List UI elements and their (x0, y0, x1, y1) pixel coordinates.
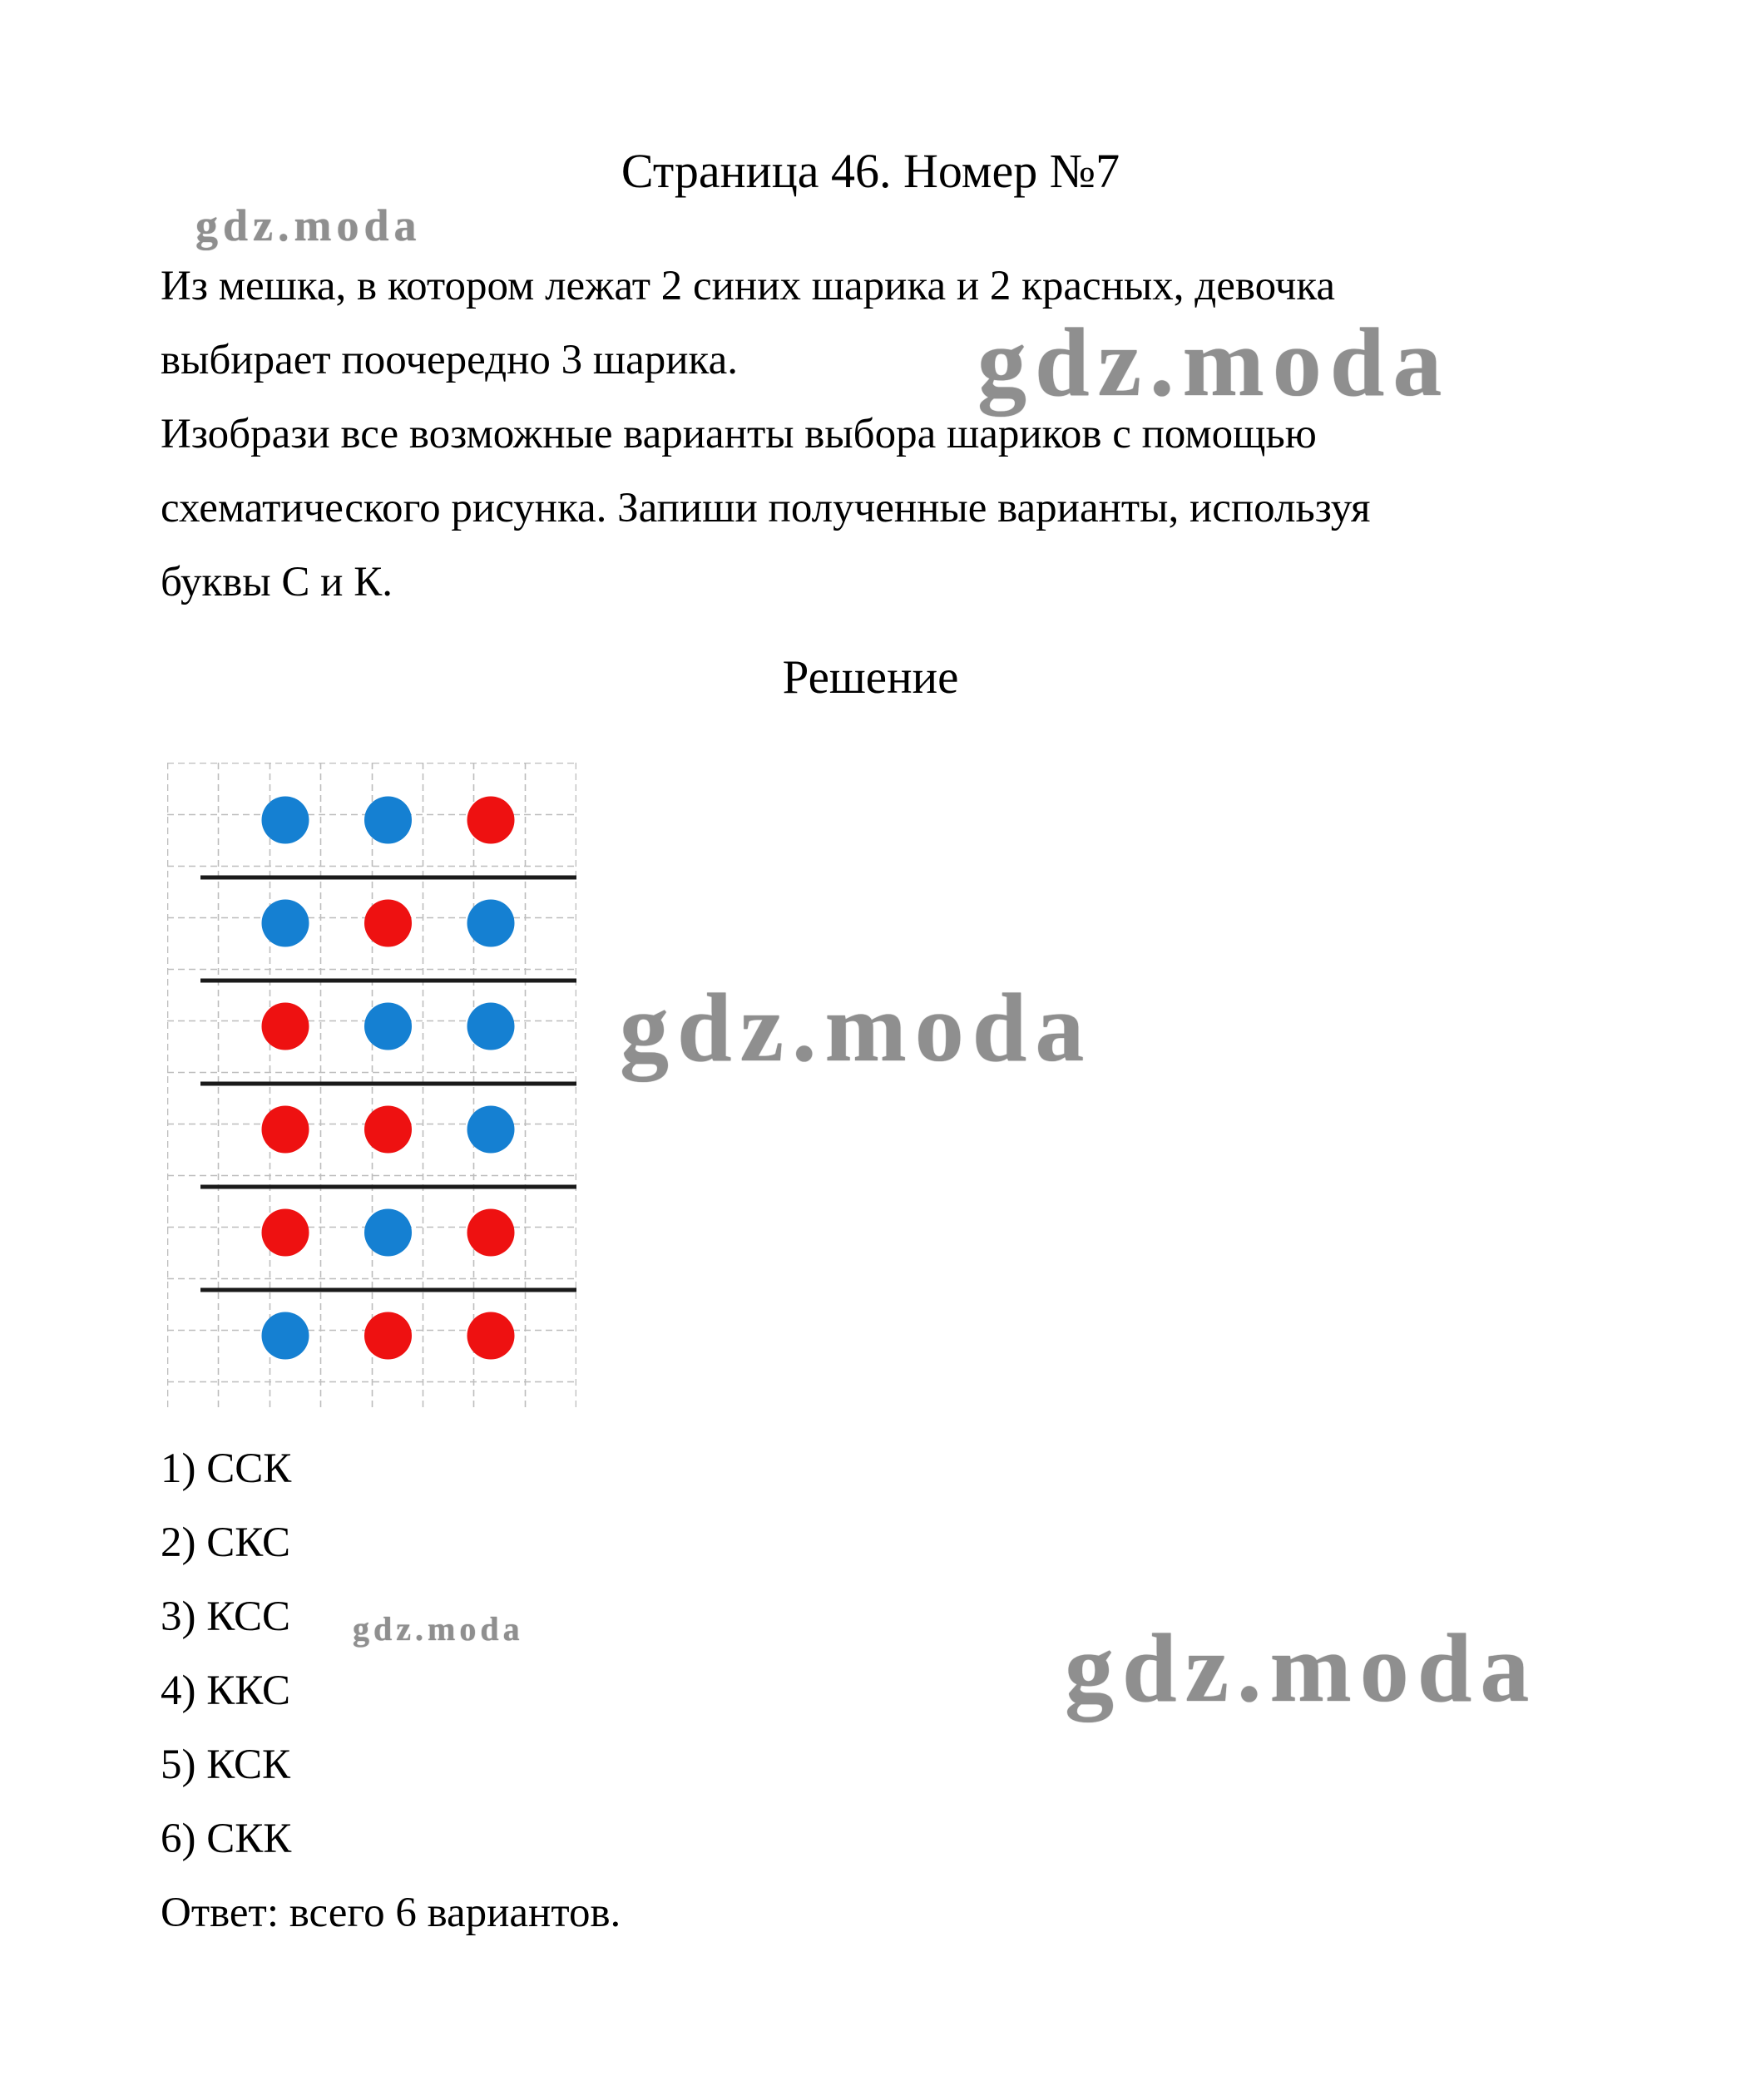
ball-red (262, 1003, 309, 1050)
watermark: gdz.moda (195, 200, 422, 250)
watermark: gdz.moda (1065, 1613, 1538, 1722)
watermark: gdz.moda (620, 973, 1093, 1082)
ball-red (467, 797, 515, 844)
ball-red (364, 1312, 412, 1360)
ball-red (364, 900, 412, 947)
problem-line: Изобрази все возможные варианты выбора шариков с помощью (161, 411, 1317, 457)
answer-item: 3) КСС (161, 1594, 291, 1640)
solution-heading: Решение (782, 651, 959, 704)
ball-blue (262, 797, 309, 844)
final-answer: Ответ: всего 6 вариантов. (161, 1890, 621, 1936)
ball-blue (364, 797, 412, 844)
answer-item: 4) ККС (161, 1668, 291, 1714)
ball-blue (262, 1312, 309, 1360)
watermark: gdz.moda (353, 1610, 524, 1648)
ball-red (467, 1312, 515, 1360)
problem-text (161, 250, 1575, 620)
problem-line: буквы С и К. (161, 559, 393, 605)
ball-red (467, 1209, 515, 1257)
problem-line: Из мешка, в котором лежат 2 синих шарика и 2 красных, девочка (161, 263, 1336, 309)
ball-blue (467, 900, 515, 947)
problem-line: схематического рисунка. Запиши полученные варианты, используя (161, 485, 1371, 531)
ball-red (262, 1209, 309, 1257)
diagram-svg (167, 763, 576, 1407)
ball-red (364, 1106, 412, 1154)
ball-blue (364, 1209, 412, 1257)
answer-item: 2) СКС (161, 1519, 291, 1566)
ball-blue (262, 900, 309, 947)
ball-blue (467, 1106, 515, 1154)
answer-item: 5) КСК (161, 1742, 291, 1788)
ball-red (262, 1106, 309, 1154)
watermark: gdz.moda (977, 308, 1451, 417)
answer-item: 6) СКК (161, 1816, 292, 1862)
answer-item: 1) ССК (161, 1445, 292, 1492)
ball-blue (467, 1003, 515, 1050)
problem-line: выбирает поочередно 3 шарика. (161, 337, 738, 383)
solution-diagram (167, 763, 576, 1407)
answer-list (161, 1432, 621, 1950)
page-title: Страница 46. Номер №7 (621, 144, 1120, 198)
ball-blue (364, 1003, 412, 1050)
